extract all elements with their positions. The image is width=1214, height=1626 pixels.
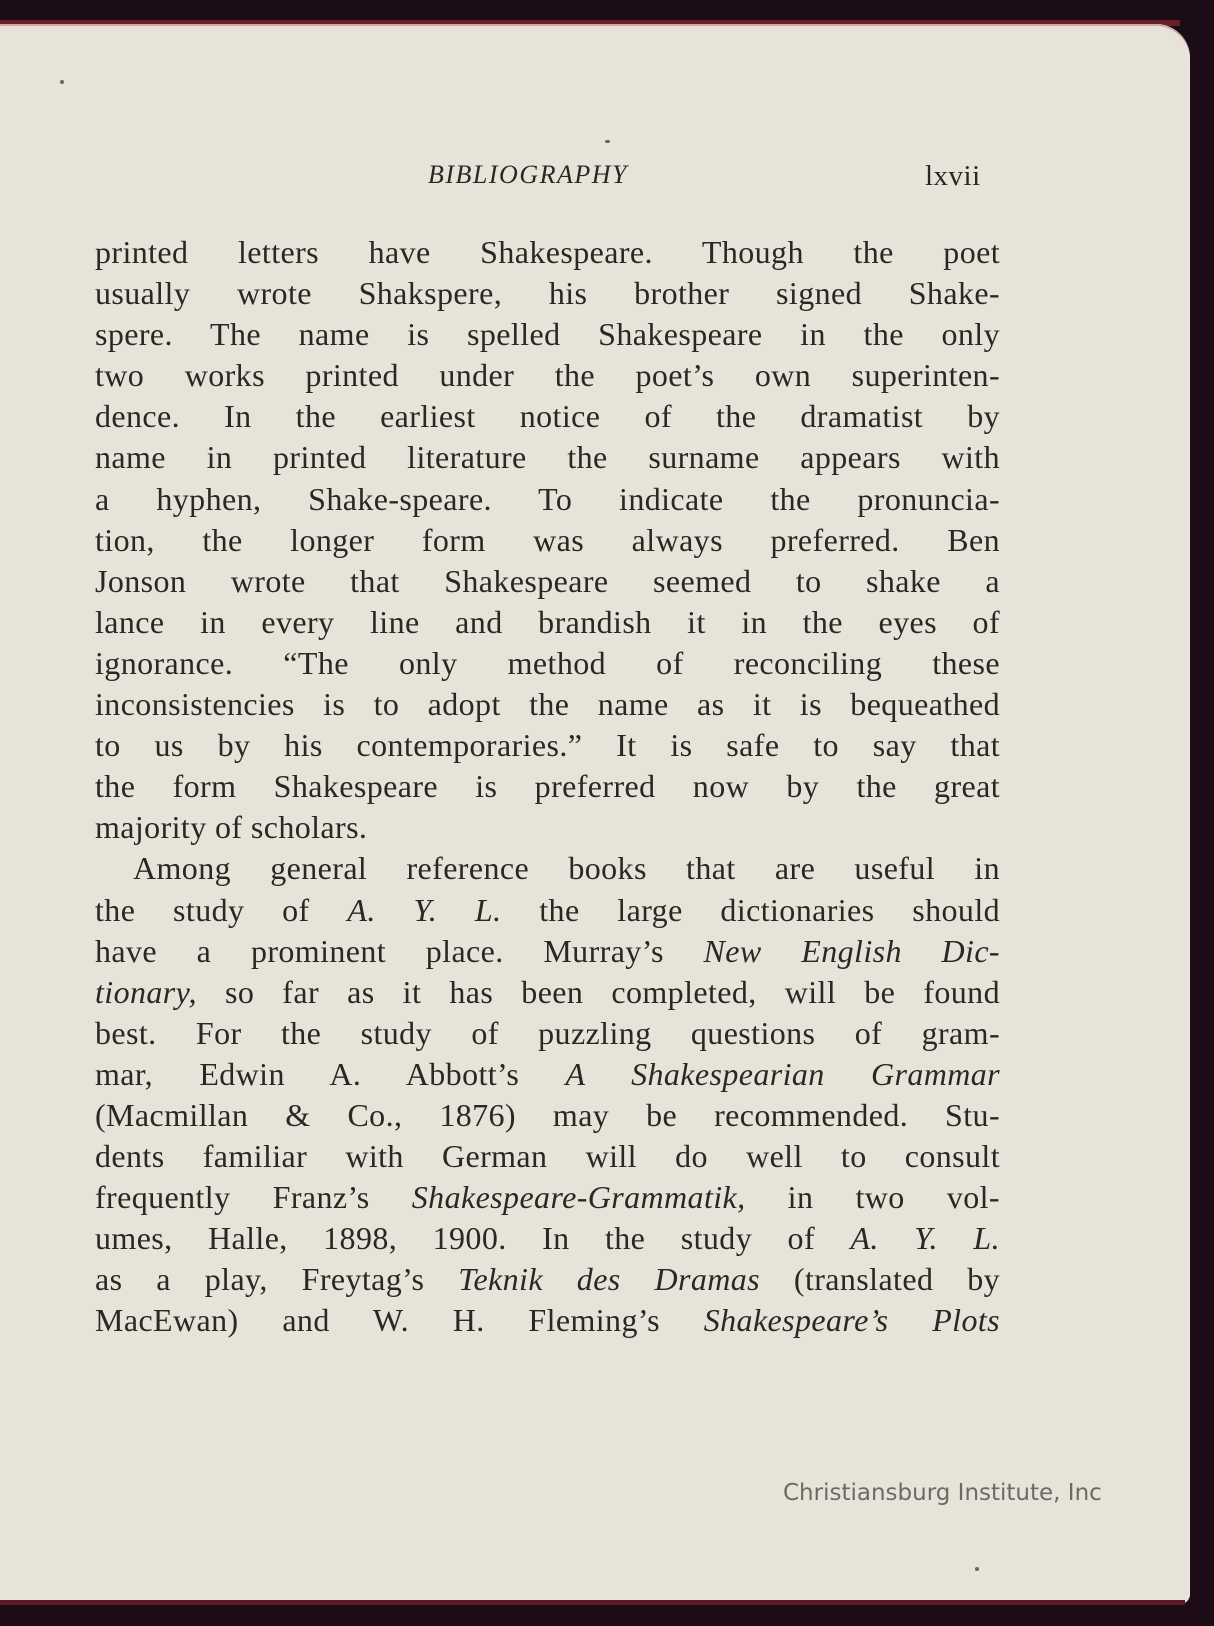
text-run: dence. In the earliest notice of the dramatist by xyxy=(95,398,1000,435)
text-line xyxy=(95,437,1000,478)
text-line xyxy=(95,766,1000,807)
text-run: two works printed under the poet’s own superinten- xyxy=(95,357,1000,394)
text-line xyxy=(95,232,1000,273)
text-run: spere. The name is spelled Shakespeare in the only xyxy=(95,316,1000,353)
text-line xyxy=(95,602,1000,643)
text-line xyxy=(95,1013,1000,1054)
text-run: the form Shakespeare is preferred now by the great xyxy=(95,768,1000,805)
italic-title: A. Y. L. xyxy=(347,891,502,928)
italic-title: Teknik des Dramas xyxy=(458,1261,761,1298)
paper-speck xyxy=(975,1567,979,1571)
text-line xyxy=(95,848,1000,889)
text-run: lance in every line and brandish it in the eyes of xyxy=(95,603,1000,640)
text-run: (translated by xyxy=(760,1261,1000,1298)
text-run: Jonson wrote that Shakespeare seemed to shake a xyxy=(95,562,1000,599)
text-run: umes, Halle, 1898, 1900. In the study of xyxy=(95,1220,851,1257)
text-line xyxy=(95,725,1000,766)
text-run: to us by his contemporaries.” It is safe to say that xyxy=(95,727,1000,764)
text-run: as a play, Freytag’s xyxy=(95,1261,459,1298)
text-run: so far as it has been completed, will be found xyxy=(196,973,1000,1010)
text-run: (Macmillan & Co., 1876) may be recommended. Stu- xyxy=(95,1096,1000,1133)
text-run: in two vol- xyxy=(745,1179,1000,1216)
text-line xyxy=(95,643,1000,684)
italic-title: A Shakespearian Grammar xyxy=(565,1055,1000,1092)
text-line xyxy=(95,1218,1000,1259)
text-run: ignorance. “The only method of reconciling these xyxy=(95,644,1000,681)
italic-title: Shakespeare’s Plots xyxy=(703,1302,1000,1339)
text-line xyxy=(95,1259,1000,1300)
text-line xyxy=(95,1136,1000,1177)
italic-title: Shakespeare-Grammatik, xyxy=(411,1179,746,1216)
text-run: majority of scholars. xyxy=(95,809,368,846)
text-line xyxy=(95,972,1000,1013)
text-line xyxy=(95,396,1000,437)
text-line xyxy=(95,807,1000,848)
paper-speck xyxy=(605,140,610,143)
text-run: frequently Franz’s xyxy=(95,1179,412,1216)
italic-title: A. Y. L. xyxy=(850,1220,1000,1257)
text-run: best. For the study of puzzling questions of gram- xyxy=(95,1014,1000,1051)
text-line xyxy=(95,520,1000,561)
text-line xyxy=(95,1300,1000,1341)
text-run: name in printed literature the surname appears with xyxy=(95,439,1000,476)
book-cover-edge-bottom xyxy=(0,1600,1185,1605)
text-line xyxy=(95,684,1000,725)
text-run: have a prominent place. Murray’s xyxy=(95,932,704,969)
text-line xyxy=(95,355,1000,396)
text-run: tion, the longer form was always preferred. Ben xyxy=(95,521,1000,558)
text-run: dents familiar with German will do well to consult xyxy=(95,1138,1000,1175)
body-text xyxy=(95,232,1000,1342)
text-run: the large dictionaries should xyxy=(501,891,1000,928)
text-line xyxy=(95,479,1000,520)
text-line xyxy=(95,890,1000,931)
text-line xyxy=(95,1177,1000,1218)
italic-title: tionary, xyxy=(95,973,197,1010)
text-line xyxy=(95,1095,1000,1136)
text-run: usually wrote Shakspere, his brother signed Shake- xyxy=(95,275,1000,312)
text-line xyxy=(95,1054,1000,1095)
text-line xyxy=(95,314,1000,355)
text-run: a hyphen, Shake-speare. To indicate the pronuncia- xyxy=(95,480,1000,517)
text-line xyxy=(95,561,1000,602)
text-run: the study of xyxy=(95,891,348,928)
paper-speck xyxy=(60,80,64,84)
page-number: lxvii xyxy=(925,160,981,192)
text-run: MacEwan) and W. H. Fleming’s xyxy=(95,1302,704,1339)
text-run: Among general reference books that are useful in xyxy=(133,850,1000,887)
text-line xyxy=(95,273,1000,314)
text-line xyxy=(95,931,1000,972)
text-run: printed letters have Shakespeare. Though the poet xyxy=(95,234,1000,270)
watermark: Christiansburg Institute, Inc xyxy=(783,1480,1102,1506)
running-title: BIBLIOGRAPHY xyxy=(428,160,628,189)
text-run: mar, Edwin A. Abbott’s xyxy=(95,1055,566,1092)
text-run: inconsistencies is to adopt the name as it is bequeathed xyxy=(95,686,1000,723)
italic-title: New English Dic- xyxy=(703,932,1000,969)
